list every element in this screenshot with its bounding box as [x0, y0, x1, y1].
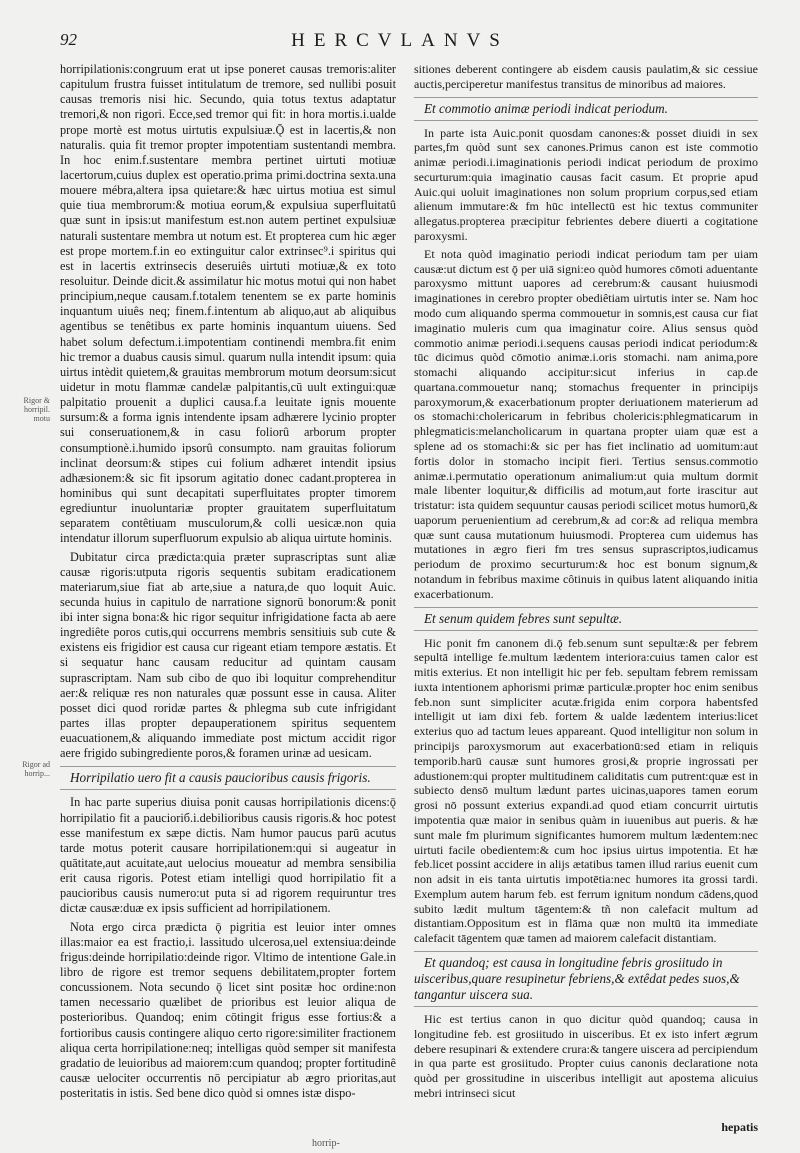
- rubric-heading: Horripilatio uero fit a causis paucioribus causis frigoris.: [60, 766, 396, 790]
- rubric-heading: Et quandoq; est causa in longitudine febris grosiitudo in uisceribus,quare resupinetur febriens,& extêdat pedes suos,& tangantur uiscera sua.: [414, 951, 758, 1007]
- catchword: hepatis: [721, 1120, 758, 1134]
- paragraph: sitiones deberent contingere ab eisdem causis paulatim,& sic cessiue auctis,perciperetur manifestus transitus de minoribus ad maiores.: [414, 62, 758, 91]
- paragraph: Et nota quòd imaginatio periodi indicat periodum tam per uiam causæ:ut dictum est ǭ per uiā signi:eo quòd humores cōmoti aduentante paroxysmo mittunt uapores ad cerebrum:& causant huiusmodi imaginationes in cerebro propter obediêtiam uirtutis inter se. Nam hoc modo cum aliquando sperma commouetur in somnis,est causa cur fiat imaginatio muleris cum qua imaginatur coire. Alius sensus quòd commotio animæ periodi.i.sequens causas periodi indicat periodum:& tūc dicimus quòd cōmotio animæ.i.oris stomachi. nam anima,pore stomachi aliquando accipitur:sicut inferius in cap.de quartana.commouetur nanq; stomachus frequenter in principijs paroxymorum,& exacerbationum propter deriuationem materierum ad os stomachi:cholericarum in febribus cholericis:phlegmaticarum in phlegmaticis:melancholicarum in quartana propter uiam quæ est a splene ad os stomachi:& sic per has fiet inclinatio ad uomitum:aut fortis dolor in stomacho incipit fieri. Tertius sensus.commotio animæ.i.permutatio operationum animalium:ut quia multum dormit male libenter loquitur,& difficilis ad motum,aut forte irascitur aut tristatur: ista quidem sequuntur causas periodi scilicet motus humorū,& uaporum peruenientium ad cerebrum,& ad cor:& ad reliqua membra quæ sunt causa mutationum huiusmodi. Propterea cum uidemus has mutationes in ægro fieri fm tres sensus suprascriptos,iudicamus periodum de proximo securturum:& hoc est bonum signum,& notandum in febribus maxime côtinuis in quibus latent aliquando initia exacerbationum.: [414, 246, 758, 601]
- paragraph: In parte ista Auic.ponit quosdam canones:& posset diuidi in sex partes,fm quòd sunt sex canones.Primus canon est iste commotio animæ periodi.i.imaginationis periodi indicat periodum de proximo securturum:quia imaginatio causas facit casum. Et proprie apud Auic.qui uoluit imaginationes non solum proprium corpus,sed etiam alienum immutare:& fm hūc intellectū est hic textus communiter allegatus.propterea præcipitur febrientes debere diuerti a cogitatione paroxysmi.: [414, 125, 758, 244]
- right-column: [414, 62, 758, 1104]
- catchword: horrip-: [312, 1138, 340, 1149]
- paragraph: In hac parte superius diuisa ponit causas horripilationis dicens:ǭ horripilatio fit a paucioriб.i.debilioribus causis rigoris.& hoc potest esse manifestum ex sæpe dictis. Nam humor paucus parū acutus tarde motus poterit causare horripilationem:qui si augeatur in quātitate,aut acuitate,aut uelocius moueatur ad membra sensibilia erit causa rigoris. Potest etiam intelligi quod horripilatio fit a paucioribus causis numero:ut puta si ad rigorem requiruntur tres dictæ causæ:duæ ex ipsis sufficient ad horripilationem.: [60, 795, 396, 916]
- page-number: 92: [60, 30, 77, 49]
- paragraph: Nota ergo circa prædicta ǭ pigritia est leuior inter omnes illas:maior ea est fractio,i. lassitudo ulcerosa,uel extensiua:deinde frigus:deinde horripilatio:deinde rigor. Vltimo de intentione Gale.in libro de rigore est tremor sequens debilitatem,propter fortem concussionem. Nota secundo ǭ licet sint positæ hoc ordine:non tamen necessario quælibet de prioribus est leuior aliqua de posterioribus. Quandoq; enim cōtingit frigus esse fortius:& a fortioribus causis contingere aliquo certo rigore:similiter fractionem aliqua certa horripilatione:neq; intelligas quòd semper sit manifesta gradatio de leuioribus ad maiorem:cum quandoq; propter fortitudinê causæ uelociter occurrentis nō percipiatur ab ægro prioritas,aut posteritatis in istis. Sed bene dico quòd si omnes istæ dispo-: [60, 919, 396, 1101]
- paragraph: Dubitatur circa prædicta:quia præter suprascriptas sunt aliæ causæ rigoris:utputa rigoris sequentis subitam eradicationem materiarum,siue fiat ab arte,siue a natura,de quo loquit Auic. secunda huius in capitulo de narratione signorū bonorum:& ponit ibi inter signa bona:& hic rigor sequitur infrigidatione facta ab aere ingrediête poros cutis,qui occurrens membris sensitiuis sub cute & existens eis frigidior est causa cur rigeant etiam tempore æstatis. Et si sequatur hanc causam reducitur ad quintam causam suprascriptam. Nam sub cibo de quo ibi loquitur comprehenditur aer:& reliquæ res non naturales quæ possunt esse in causa. Aliter posset dici quod roridæ partes & phlegma sub cute infrigidant partes illas propter depauperationem spiritus sequentem euacuationem,& aliquando immediate post mictum accidit rigor aere frigido subingrediente poros,& foramen urinæ ad uesicam.: [60, 549, 396, 761]
- paragraph: Hic ponit fm canonem di.ǭ feb.senum sunt sepultæ:& per febrem sepultā intellige fe.multum lædentem interiora:cuius tamen calor est mitis exterius. Et non intelligit hic per feb. sepultam febrem remissam iuxta intentionem aphorismi primæ particulæ.propter hoc enim senibus feb.non sunt simpliciter acutæ.frigida enim corpora habentsfed intelligit ut iam dixi feb. fortem & ualde lædentem interius:licet exterius quo ad tactum leues appareant. Quod intelligitur non solum in principijs paroxysmorum aut exacerbationū:sed etiam in reliquis temporib.harū causæ sunt humores grosi,& proprie ingrossati per adustionem:qui propter multitudinem caliditatis cum putrent:quæ est in subiecto densō multum lædunt partes uicinas,uapores tamen eorum grosi nō possunt exterius expandi.ad quod etiam concurrit uirtutis impotentia quæ maior in senibus quàm in iuuenibus aut pueris. & hæ sunt male fm plurimum significantes humorem multum lædentem:nec uirtuti facile obedientem:& cum hoc ipsius uirtus impotentia. Et hæ feb.licet possint accidere in alijs ætatibus tamen illud rarius euenit cum non adsit in eis tanta uirtutis impotētia:nec humores ita grossi tardi. Exemplum autem harum feb. est ferrum ignitum nondum cādens,quod subito lædit multum tāgentem:& tñ non calefacit multum ad distantiam.Oppositum est in flāma quæ non multū ita immediate calefacit tāgentem quæ tamen ad maiorem calefacit distantiam.: [414, 635, 758, 946]
- margin-note: Rigor ad horrip...: [22, 760, 50, 778]
- paragraph: Hic est tertius canon in quo dicitur quòd quandoq; causa in longitudine feb. est grosiitudo in uisceribus. Et ex isto infert ægrum debere resupinari & extendere crura:& tangere uiscera ad percipiendum in qua parte est grosiitudo. Propter cuius canonis declaratione nota quòd per grossitudine in uisceribus intelligit aut apostema alicuius mebri intrinseci sicut: [414, 1011, 758, 1100]
- margin-note: Rigor & horripil. motu: [23, 396, 50, 423]
- left-column: [60, 62, 396, 1104]
- rubric-heading: Et senum quidem febres sunt sepultæ.: [414, 607, 758, 631]
- running-head: HERCVLANVS: [291, 30, 509, 51]
- rubric-heading: Et commotio animæ periodi indicat periodum.: [414, 97, 758, 121]
- paragraph: horripilationis:congruum erat ut ipse poneret causas tremoris:aliter capitulum frustra fuisset intitulatum de tremore, sed nullibi posuit causas tremoris nisi hic. Secundo, quia totus textus adaptatur tremori,& non rigori. Ecce,sed tremor qui fit: in hora mortis.i.ualde prope mortè est motus uirtutis expulsiuæ.Ǭ est in lacertis,& non naturalis. quia fit tremor propter impotentiam sustentandi membra. In hoc enim.f.sustentare membra pertinet uirtuti motiuæ lacertorum,cuius duplex est operatio.prima primi.doctrina sexta.una mouere mébra,altera ipsa quietare:& hæc uirtus motiua est simul quie tiua membrorum:& motiua eorum,& expulsiua superfluitatû quæ sunt in ipsis:ut manifestum est.non autem pertinet expulsiuæ naturali sustentare membra ut notum est. Et propterea cum hic æger est prope mortem.f.in eo extinguitur calor extrinsec⁹.i spiritus qui est in lacertis extrinsecis deseruiês uirtuti motiuæ,& ex toto resoluitur. Deinde dicit.& assimilatur hic motus motui qui non habet principium,neque causam.f.totalem tenentem se ex parte hominis inquantum uiuês neq; finem.f.intentum ab aliquo,aut ab aliquibus agentibus se tenêtibus ex parte hominis inquantum uiuens. Sed habet solum defectum.i.impotentiam continendi membra.fit enim hic tremor a duabus causis simul. quarum nulla intendit ipsum: quia uirtus intèdit quietem,& grauitas membrorum motum deorsum:sicut uidetur in motu flammæ candelæ palpitantis,cū uult extingui:quæ palpitatio prouenit a duplici causa.f.a leuitate ignis mouente sursum:& a forma ignis intendente ipsam adhærere lycinio propter sui conseruationem,& in casu foliorû arborum propter consumptionè.i.humido ipsorû consumpto. nam grauitas foliorum inclinat deorsum:& stipes cui folium adhæret intendit ipsius adhæsionem:& sic fit ipsorum agitatio donec cadant.propterea in hominibus qui sunt decapitati superfluitates propter timorem egrediuntur inuoluntariæ propter grauitatem superfluitatum separatem contêtiuam musculorum,& colli uesicæ.non quia intendatur illorum superfluorum expulsio ab aliqua uirtute hominis.: [60, 62, 396, 546]
